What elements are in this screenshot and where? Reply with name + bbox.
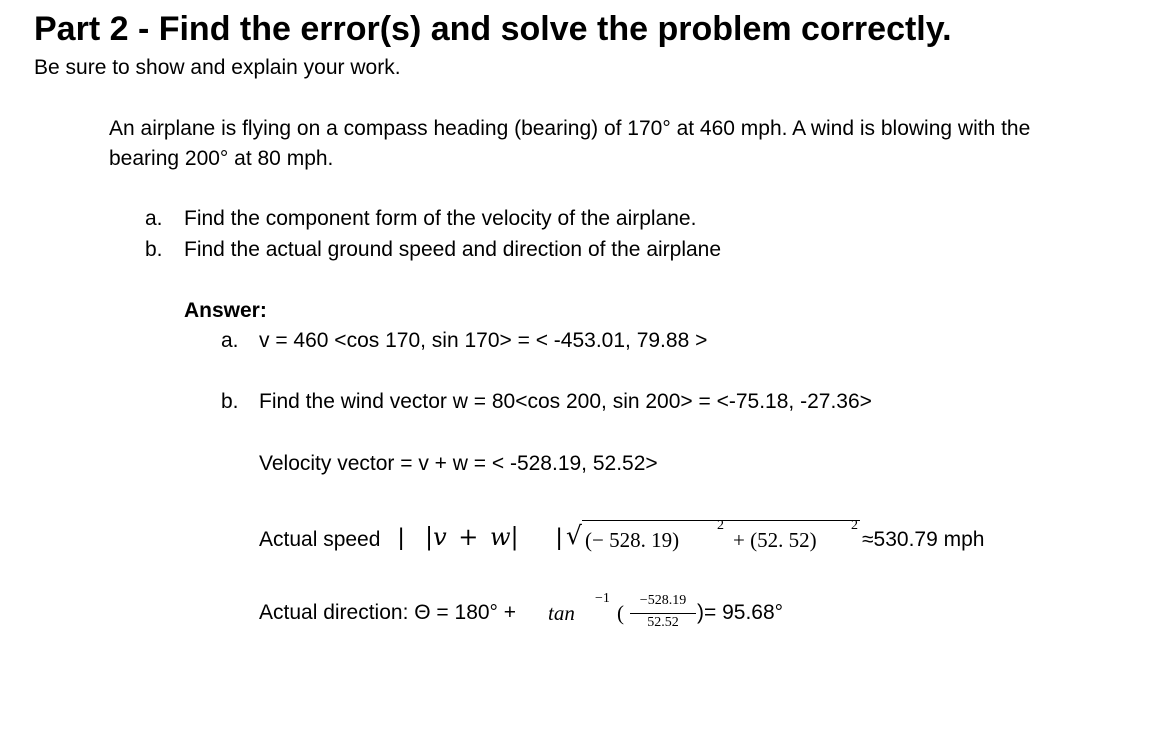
question-a-text: Find the component form of the velocity of the airplane. (184, 207, 697, 230)
answer-a-text: v = 460 <cos 170, sin 170> = < -453.01, 79.88 > (259, 329, 708, 352)
speed-magnitude-vw: |v + w| (425, 523, 519, 551)
fraction-numerator: −528.19 (639, 593, 687, 608)
radical-sign: √ (566, 521, 582, 550)
velocity-vector-line: Velocity vector = v + w = < -528.19, 52.52> (259, 452, 658, 475)
problem-line-2: bearing 200° at 80 mph. (109, 147, 334, 170)
speed-result: ≈530.79 mph (862, 528, 985, 551)
speed-exponent-2: 2 (851, 518, 858, 533)
speed-bar-1: | (398, 524, 405, 551)
answer-b-letter: b. (221, 390, 239, 413)
speed-exponent-1: 2 (717, 518, 724, 533)
question-b-letter: b. (145, 238, 163, 261)
page-subtitle: Be sure to show and explain your work. (34, 56, 401, 79)
speed-term-2: + (52. 52) (733, 528, 817, 552)
question-a-letter: a. (145, 207, 163, 230)
answer-label: Answer: (184, 299, 267, 322)
tan-function: tan (548, 601, 575, 625)
answer-b-text: Find the wind vector w = 80<cos 200, sin 200> = <-75.18, -27.36> (259, 390, 872, 413)
page-title: Part 2 - Find the error(s) and solve the problem correctly. (34, 10, 952, 48)
answer-a-letter: a. (221, 329, 239, 352)
direction-label: Actual direction: Θ = 180° + (259, 601, 517, 624)
speed-term-1: (− 528. 19) (585, 528, 680, 552)
fraction-bar (630, 613, 696, 614)
fraction-denominator: 52.52 (647, 615, 679, 630)
question-b-text: Find the actual ground speed and direction of the airplane (184, 238, 722, 261)
problem-line-1: An airplane is flying on a compass heading (bearing) of 170° at 460 mph. A wind is blowing with the (109, 117, 1031, 140)
direction-result: )= 95.68° (697, 601, 784, 624)
speed-label: Actual speed (259, 528, 381, 551)
tan-inverse-exponent: −1 (595, 591, 610, 606)
speed-bar-2: | (556, 524, 563, 551)
direction-open-paren: ( (617, 601, 624, 625)
